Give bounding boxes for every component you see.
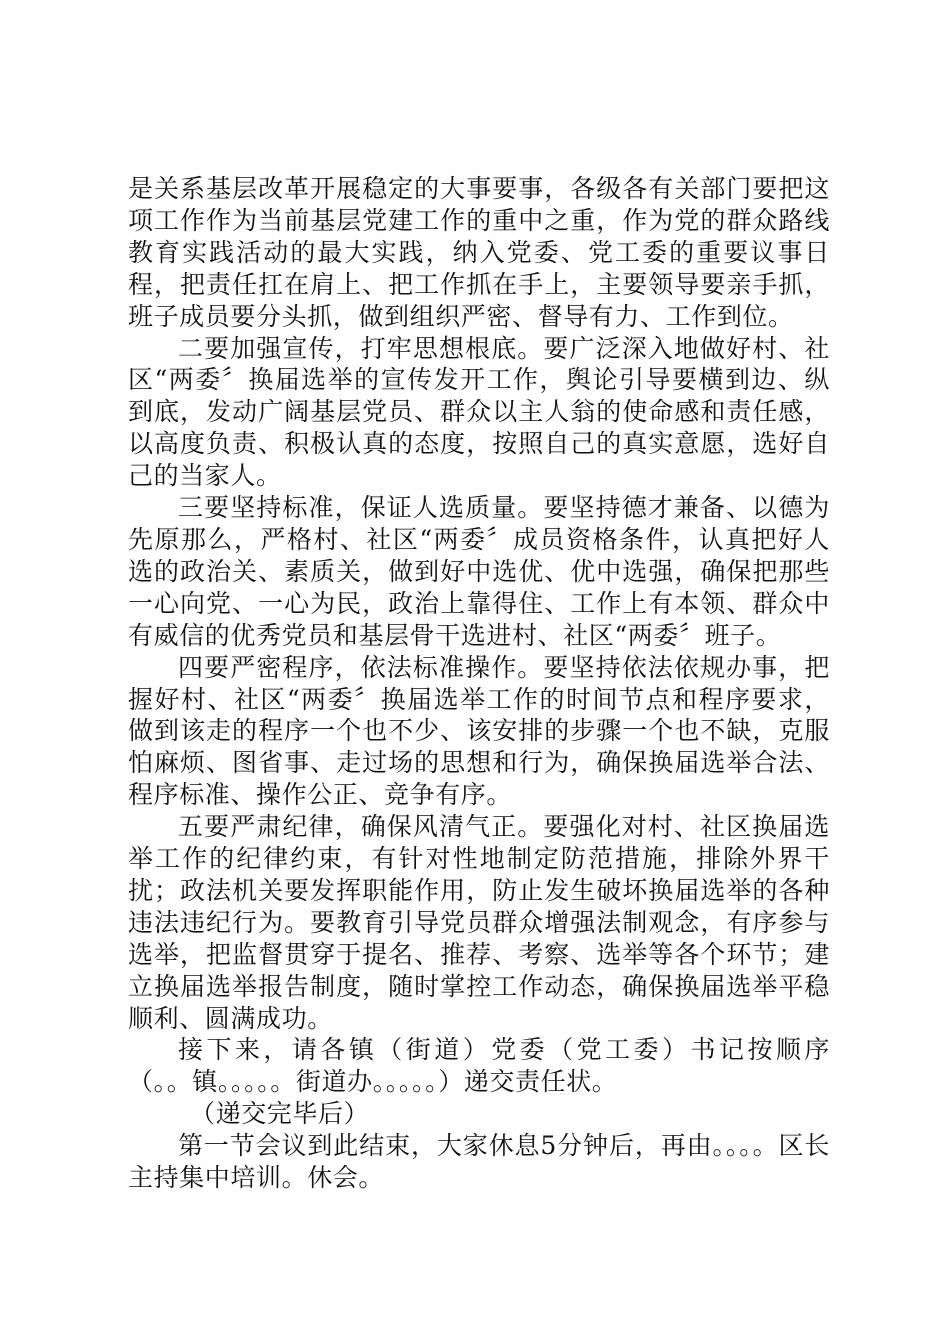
document-body xyxy=(128,173,830,1194)
paragraph-responsibility-letter: 接下来，请各镇（街道）党委（党工委）书记按顺序（。。镇。。。。。街道办。。。。。）递交责任状。 xyxy=(128,1035,830,1097)
paragraph-discipline: 五要严肃纪律，确保风清气正。要强化对村、社区换届选举工作的纪律约束，有针对性地制定防范措施，排除外界干扰；政法机关要发挥职能作用，防止发生破坏换届选举的各种违法违纪行为。要教育引导党员群众增强法制观念，有序参与选举，把监督贯穿于提名、推荐、考察、选举等各个环节；建立换届选举报告制度，随时掌控工作动态，确保换届选举平稳顺利、圆满成功。 xyxy=(128,812,830,1033)
paragraph-closing: 第一节会议到此结束，大家休息5分钟后，再由。。。。区长主持集中培训。休会。 xyxy=(128,1131,830,1193)
paragraph-stage-note: （递交完毕后） xyxy=(190,1099,370,1129)
paragraph-publicity: 二要加强宣传，打牢思想根底。要广泛深入地做好村、社区“两委〞换届选举的宣传发开工作，舆论引导要横到边、纵到底，发动广阔基层党员、群众以主人翁的使命感和责任感，以高度负责、积极认真的态度，按照自己的真实意愿，选好自己的当家人。 xyxy=(128,333,830,491)
paragraph-standards: 三要坚持标准，保证人选质量。要坚持德才兼备、以德为先原那么，严格村、社区“两委〞成员资格条件，认真把好人选的政治关、素质关，做到好中选优、优中选强，确保把那些一心向党、一心为民，政治上靠得住、工作上有本领、群众中有威信的优秀党员和基层骨干选进村、社区“两委〞班子。 xyxy=(128,493,830,650)
paragraph-continuation: 是关系基层改革开展稳定的大事要事，各级各有关部门要把这项工作作为当前基层党建工作的重中之重，作为党的群众路线教育实践活动的最大实践，纳入党委、党工委的重要议事日程，把责任扛在肩上、把工作抓在手上，主要领导要亲手抓，班子成员要分头抓，做到组织严密、督导有力、工作到位。 xyxy=(128,174,830,331)
paragraph-procedure: 四要严密程序，依法标准操作。要坚持依法依规办事，把握好村、社区“两委〞换届选举工作的时间节点和程序要求，做到该走的程序一个也不少、该安排的步骤一个也不缺，克服怕麻烦、图省事、走过场的思想和行为，确保换届选举合法、程序标准、操作公正、竞争有序。 xyxy=(128,652,830,810)
